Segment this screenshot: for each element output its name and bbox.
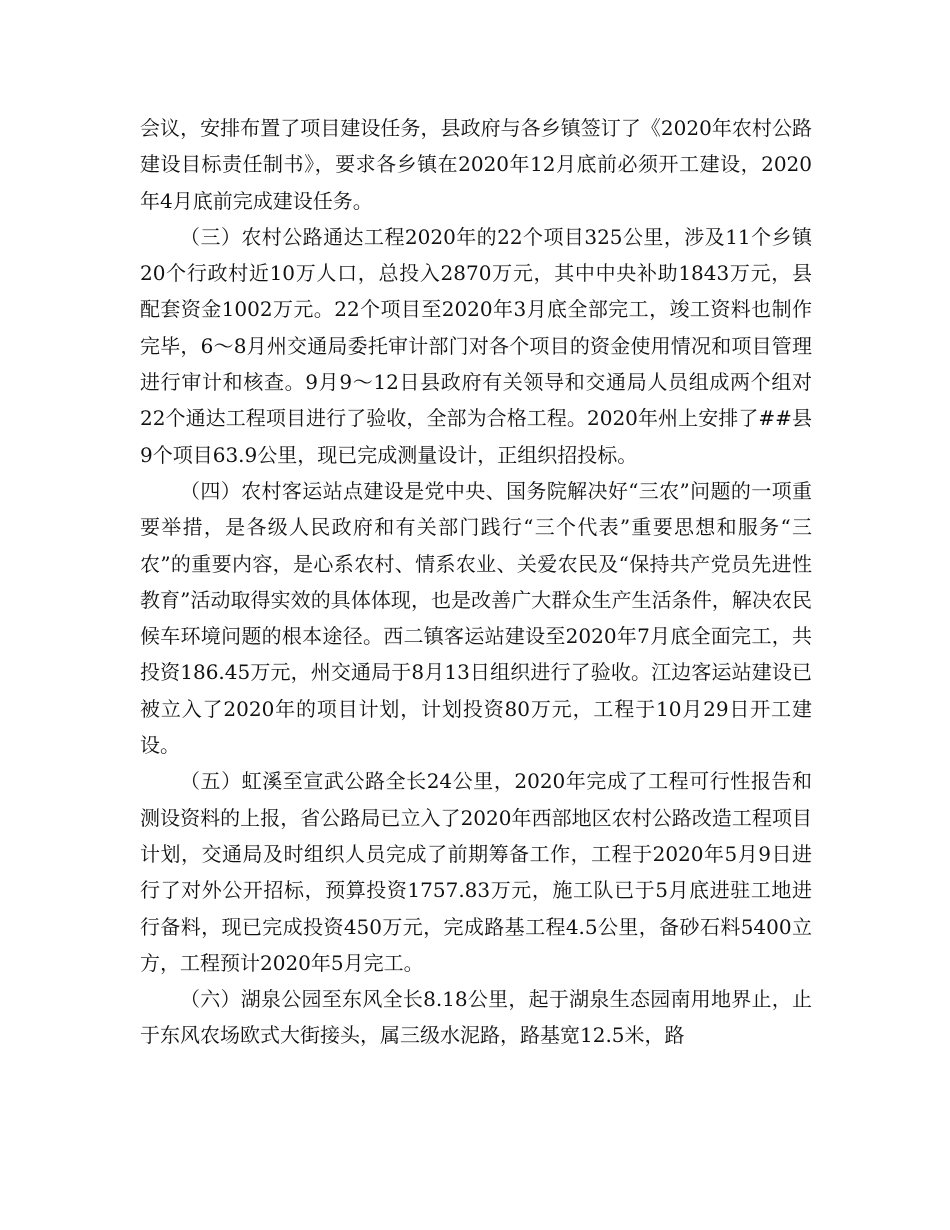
paragraph-section-3: （三）农村公路通达工程2020年的22个项目325公里，涉及11个乡镇20个行政村近10万人口，总投入2870万元，其中中央补助1843万元，县配套资金1002万元。22个项目至2020年3月底全部完工，竣工资料也制作完毕，6～8月州交通局委托审计部门对各个项目的资金使用情况和项目管理进行审计和核查。9月9～12日县政府有关领导和交通局人员组成两个组对22个通达工程项目进行了验收，全部为合格工程。2020年州上安排了##县9个项目63.9公里，现已完成测量设计，正组织招投标。: [140, 224, 812, 467]
paragraph-section-6: （六）湖泉公园至东风全长8.18公里，起于湖泉生态园南用地界止，止于东风农场欧式大街接头，属三级水泥路，路基宽12.5米，路: [140, 987, 812, 1048]
paragraph-section-5: （五）虹溪至宣武公路全长24公里，2020年完成了工程可行性报告和测设资料的上报，省公路局已立入了2020年西部地区农村公路改造工程项目计划，交通局及时组织人员完成了前期筹备工作，工程于2020年5月9日进行了对外公开招标，预算投资1757.83万元，施工队已于5月底进驻工地进行备料，现已完成投资450万元，完成路基工程4.5公里，备砂石料5400立方，工程预计2020年5月完工。: [140, 769, 812, 975]
paragraph-continuation: 会议，安排布置了项目建设任务，县政府与各乡镇签订了《2020年农村公路建设目标责任制书》，要求各乡镇在2020年12月底前必须开工建设，2020年4月底前完成建设任务。: [140, 116, 812, 213]
document-body: [140, 110, 812, 1054]
paragraph-section-4: （四）农村客运站点建设是党中央、国务院解决好“三农”问题的一项重要举措，是各级人民政府和有关部门践行“三个代表”重要思想和服务“三农”的重要内容，是心系农村、情系农业、关爱农民及“保持共产党员先进性教育”活动取得实效的具体体现，也是改善广大群众生产生活条件，解决农民候车环境问题的根本途径。西二镇客运站建设至2020年7月底全面完工，共投资186.45万元，州交通局于8月13日组织进行了验收。江边客运站建设已被立入了2020年的项目计划，计划投资80万元，工程于10月29日开工建设。: [140, 478, 812, 758]
